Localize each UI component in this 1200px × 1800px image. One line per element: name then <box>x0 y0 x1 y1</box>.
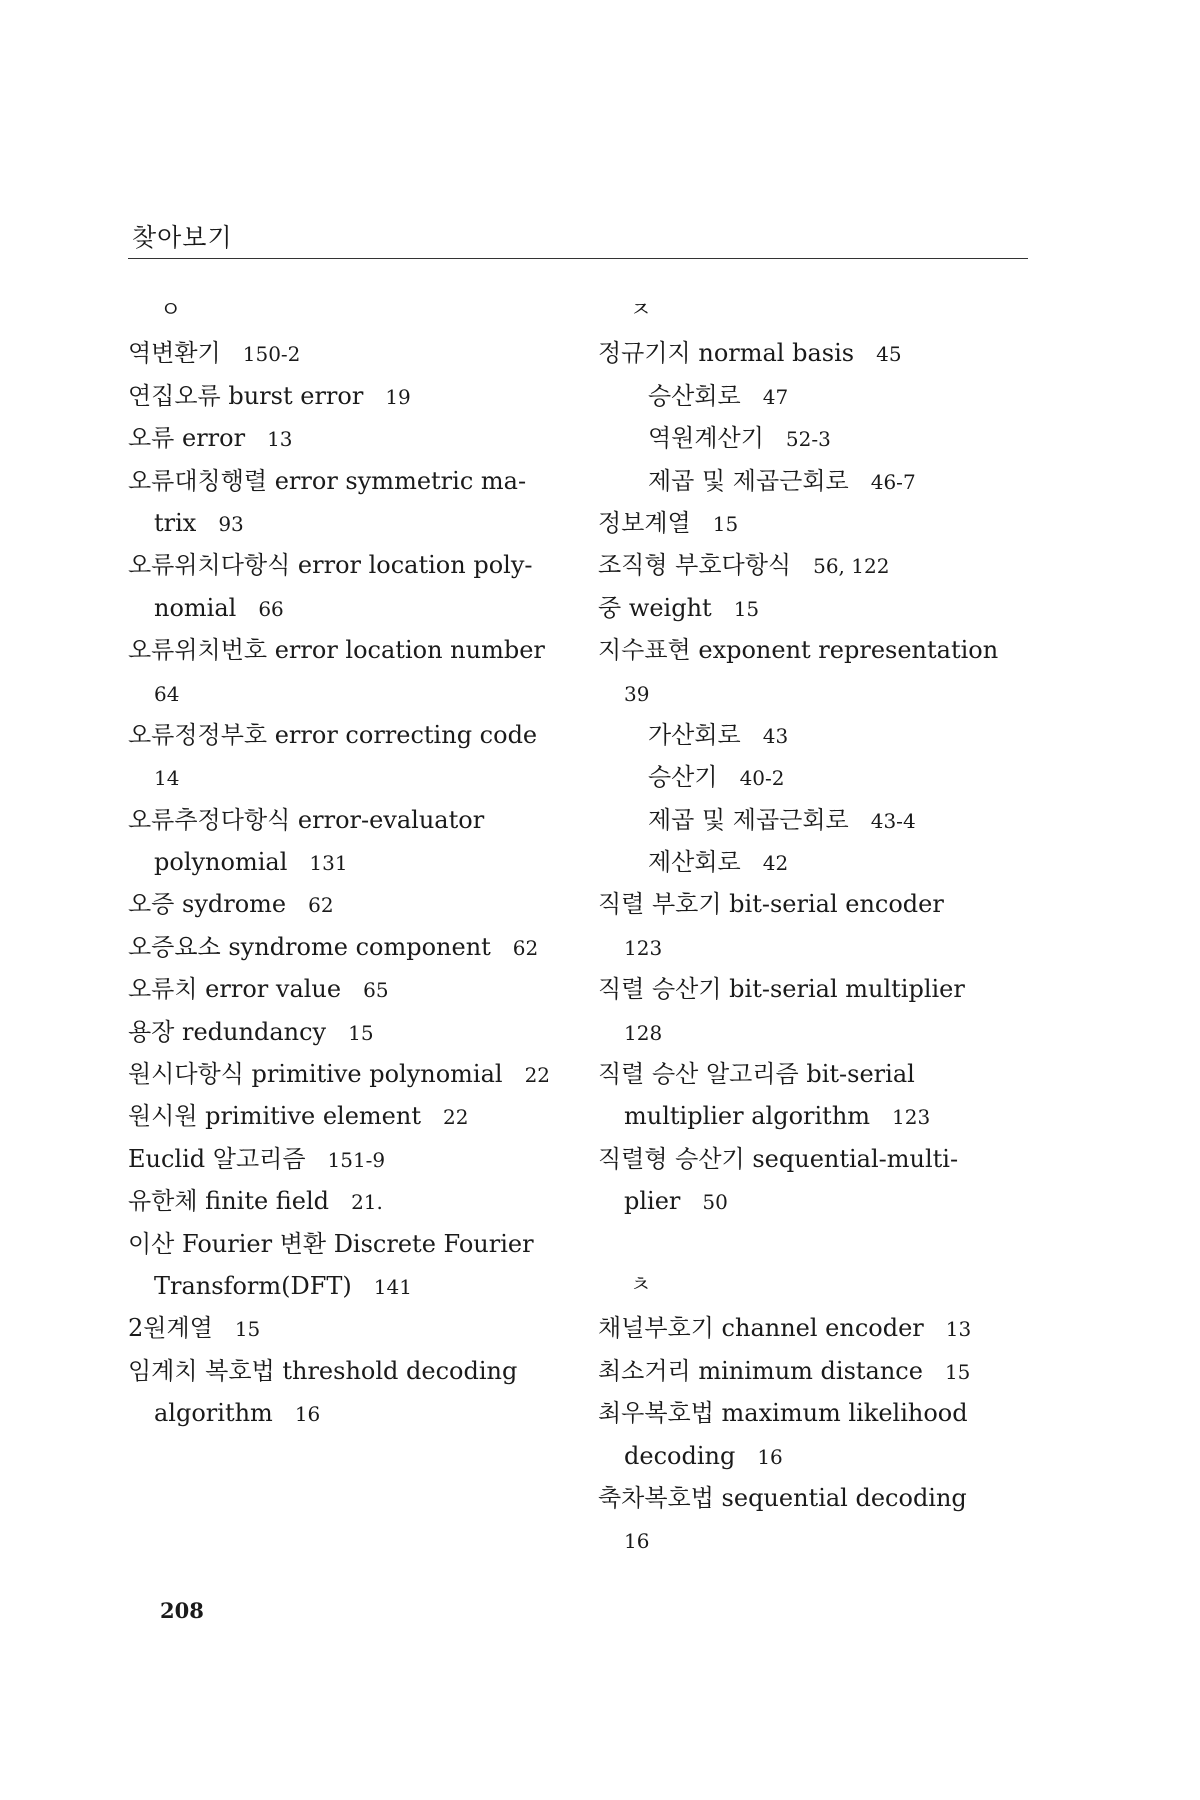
index-term-continuation: Transform(DFT) <box>154 1271 352 1300</box>
index-entry <box>598 1350 1038 1392</box>
index-entry-continuation <box>598 926 1038 968</box>
index-page-ref: 65 <box>363 978 389 1003</box>
index-page-ref: 15 <box>712 511 739 536</box>
page-number: 208 <box>160 1598 204 1623</box>
index-term: 오류 error <box>128 424 246 453</box>
index-page-ref: 141 <box>373 1274 412 1299</box>
index-term: 용장 redundancy <box>128 1017 327 1046</box>
index-term: 오류위치번호 error location number <box>128 636 545 665</box>
index-term: 승산회로 <box>648 381 741 410</box>
index-page-ref: 131 <box>309 851 348 876</box>
section-header <box>598 1265 1038 1307</box>
index-entry-continuation <box>598 672 1038 714</box>
index-entry <box>598 756 1038 798</box>
index-entry <box>598 968 1038 1010</box>
index-page-ref: 45 <box>876 342 902 367</box>
index-term: 정규기지 normal basis <box>598 339 855 368</box>
index-page-ref: 43-4 <box>870 808 916 833</box>
index-term: 원시다항식 primitive polynomial <box>128 1060 503 1089</box>
index-term: 축차복호법 sequential decoding <box>598 1483 967 1512</box>
index-page-ref: 56, 122 <box>813 554 890 579</box>
index-term: 오류치 error value <box>128 975 342 1004</box>
index-term: 채널부호기 channel encoder <box>598 1314 924 1343</box>
section-letter: ㅊ <box>630 1272 652 1298</box>
index-term: 조직형 부호다항식 <box>598 551 792 580</box>
index-entry <box>598 841 1038 883</box>
index-entry <box>128 629 568 671</box>
index-entry <box>128 1053 568 1095</box>
index-term: 오증 sydrome <box>128 890 287 919</box>
index-entry <box>128 544 568 586</box>
index-entry <box>598 375 1038 417</box>
index-entry <box>128 1180 568 1222</box>
index-term: 제곱 및 제곱근회로 <box>648 805 849 834</box>
index-page-ref: 39 <box>624 681 650 706</box>
index-page-ref: 64 <box>154 681 180 706</box>
section-letter: ㅈ <box>630 298 652 323</box>
index-entry <box>128 332 568 374</box>
index-term-continuation: trix <box>154 508 197 537</box>
index-term: 연집오류 burst error <box>128 381 364 410</box>
index-entry-continuation <box>128 841 568 883</box>
index-entry <box>128 1138 568 1180</box>
index-term: 오류추정다항식 error-evaluator <box>128 805 485 834</box>
index-entry-continuation <box>128 756 568 798</box>
index-entry <box>128 926 568 968</box>
index-entry <box>598 1053 1038 1095</box>
index-term: 2원계열 <box>128 1314 213 1343</box>
index-page-ref: 19 <box>385 384 411 409</box>
index-page-ref: 13 <box>945 1317 972 1342</box>
index-page-ref: 16 <box>757 1444 783 1469</box>
index-entry <box>598 417 1038 459</box>
index-entry-continuation <box>598 1435 1038 1477</box>
index-entry-continuation <box>598 1519 1038 1561</box>
index-term: 오류대칭행렬 error symmetric ma- <box>128 466 527 495</box>
index-page-ref: 47 <box>762 384 789 409</box>
index-page-ref: 14 <box>154 766 180 791</box>
index-entry <box>128 1011 568 1053</box>
index-page-ref: 93 <box>218 511 244 536</box>
section-header <box>128 290 568 332</box>
index-term-continuation: polynomial <box>154 848 288 877</box>
index-term: 오증요소 syndrome component <box>128 932 491 961</box>
index-entry <box>598 587 1038 629</box>
index-term: 원시원 primitive element <box>128 1102 421 1131</box>
index-term: 이산 Fourier 변환 Discrete Fourier <box>128 1229 534 1258</box>
index-term: 지수표현 exponent representation <box>598 636 999 665</box>
index-page-ref: 40-2 <box>739 766 785 791</box>
index-entry <box>598 332 1038 374</box>
index-entry-continuation <box>128 502 568 544</box>
index-entry <box>128 417 568 459</box>
index-entry <box>128 714 568 756</box>
index-entry-continuation <box>128 1265 568 1307</box>
index-page-ref: 15 <box>234 1317 261 1342</box>
index-entry-continuation <box>128 672 568 714</box>
index-page-ref: 128 <box>624 1020 663 1045</box>
index-term: 제곱 및 제곱근회로 <box>648 466 849 495</box>
index-term: 직렬 승산 알고리즘 bit-serial <box>598 1060 915 1089</box>
index-page-ref: 46-7 <box>870 469 916 494</box>
index-entry <box>598 1392 1038 1434</box>
section-gap <box>598 1223 1038 1265</box>
index-term: 가산회로 <box>648 720 741 749</box>
index-term: 역변환기 <box>128 339 221 368</box>
index-entry <box>128 460 568 502</box>
index-entry <box>598 1307 1038 1349</box>
index-term: Euclid 알고리즘 <box>128 1144 306 1173</box>
index-term: 임계치 복호법 threshold decoding <box>128 1356 518 1385</box>
index-entry-continuation <box>598 1180 1038 1222</box>
index-entry <box>598 502 1038 544</box>
section-letter: ㅇ <box>160 298 182 323</box>
index-entry <box>598 799 1038 841</box>
page-header <box>128 222 1028 259</box>
index-term: 오류위치다항식 error location poly- <box>128 551 533 580</box>
index-entry <box>598 544 1038 586</box>
index-term-continuation: decoding <box>624 1441 736 1470</box>
index-entry <box>128 1223 568 1265</box>
index-entry-continuation <box>598 1095 1038 1137</box>
index-term: 직렬 부호기 bit-serial encoder <box>598 890 944 919</box>
index-term: 중 weight <box>598 593 712 622</box>
index-term: 정보계열 <box>598 508 691 537</box>
index-entry-continuation <box>598 1011 1038 1053</box>
index-entry <box>598 460 1038 502</box>
index-page-ref: 22 <box>524 1063 551 1088</box>
index-term: 직렬형 승산기 sequential-multi- <box>598 1144 959 1173</box>
index-entry-continuation <box>128 587 568 629</box>
index-page-ref: 151-9 <box>327 1147 386 1172</box>
section-header <box>598 290 1038 332</box>
index-term-continuation: nomial <box>154 593 237 622</box>
index-entry <box>128 375 568 417</box>
index-page-ref: 123 <box>624 935 663 960</box>
index-term: 최소거리 minimum distance <box>598 1356 923 1385</box>
index-entry-continuation <box>128 1392 568 1434</box>
index-page-ref: 16 <box>624 1529 650 1554</box>
index-page-ref: 22 <box>442 1105 469 1130</box>
index-term: 승산기 <box>648 763 718 792</box>
index-page-ref: 150-2 <box>242 342 301 367</box>
index-entry <box>128 1095 568 1137</box>
index-page-ref: 21. <box>351 1190 383 1215</box>
index-entry <box>598 883 1038 925</box>
index-page-ref: 62 <box>308 893 334 918</box>
index-column-right <box>598 290 1038 1562</box>
index-entry <box>598 1477 1038 1519</box>
index-term: 오류정정부호 error correcting code <box>128 720 538 749</box>
index-term: 유한체 finite field <box>128 1187 330 1216</box>
index-column-left <box>128 290 568 1435</box>
index-entry <box>128 883 568 925</box>
page-title: 찾아보기 <box>132 223 233 252</box>
index-page-ref: 52-3 <box>785 427 831 452</box>
index-page-ref: 15 <box>733 596 760 621</box>
index-entry <box>128 968 568 1010</box>
index-entry <box>128 1307 568 1349</box>
index-term-continuation: algorithm <box>154 1399 273 1428</box>
index-entry <box>128 1350 568 1392</box>
index-entry <box>598 714 1038 756</box>
index-page-ref: 42 <box>762 851 789 876</box>
index-entry <box>598 629 1038 671</box>
index-page-ref: 123 <box>892 1105 931 1130</box>
index-page-ref: 43 <box>762 723 789 748</box>
index-page-ref: 13 <box>267 427 293 452</box>
index-term: 최우복호법 maximum likelihood <box>598 1399 968 1428</box>
index-term: 직렬 승산기 bit-serial multiplier <box>598 975 965 1004</box>
index-term: 역원계산기 <box>648 424 764 453</box>
index-page-ref: 15 <box>348 1020 374 1045</box>
index-entry <box>128 799 568 841</box>
index-entry <box>598 1138 1038 1180</box>
index-page-ref: 16 <box>294 1402 321 1427</box>
index-term-continuation: multiplier algorithm <box>624 1102 871 1131</box>
index-page-ref: 15 <box>944 1359 971 1384</box>
index-page-ref: 62 <box>512 935 539 960</box>
index-term-continuation: plier <box>624 1187 681 1216</box>
index-term: 제산회로 <box>648 848 741 877</box>
index-page-ref: 50 <box>702 1190 728 1215</box>
index-page-ref: 66 <box>258 596 284 621</box>
